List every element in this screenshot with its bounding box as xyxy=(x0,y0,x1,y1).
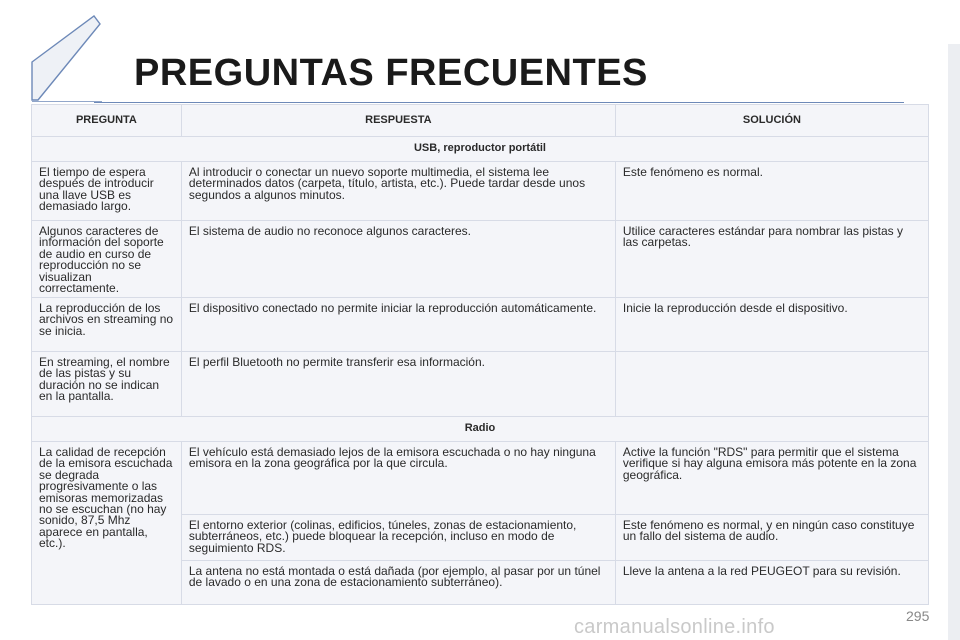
answer-cell: El entorno exterior (colinas, edificios, túneles, zonas de estacionamiento, subterráneos, etc.) puede bloquear la recepción, incluso en modo de seguimiento RDS. xyxy=(181,515,615,561)
answer-cell: El vehículo está demasiado lejos de la emisora escuchada o no hay ninguna emisora en la zona geográfica por la que circula. xyxy=(181,442,615,515)
solution-cell xyxy=(615,352,928,417)
section-title: USB, reproductor portátil xyxy=(32,137,929,162)
solution-cell: Lleve la antena a la red PEUGEOT para su revisión. xyxy=(615,561,928,605)
solution-cell: Este fenómeno es normal. xyxy=(615,162,928,221)
answer-cell: Al introducir o conectar un nuevo soporte multimedia, el sistema lee determinados datos (carpeta, título, artista, etc.). Puede tardar desde unos segundos a algunos minutos. xyxy=(181,162,615,221)
table-row xyxy=(32,442,929,515)
column-header-question: PREGUNTA xyxy=(32,105,182,137)
solution-cell: Este fenómeno es normal, y en ningún caso constituye un fallo del sistema de audio. xyxy=(615,515,928,561)
solution-cell: Active la función "RDS" para permitir que el sistema verifique si hay alguna emisora más potente en la zona geográfica. xyxy=(615,442,928,515)
section-title: Radio xyxy=(32,417,929,442)
question-cell: En streaming, el nombre de las pistas y su duración no se indican en la pantalla. xyxy=(32,352,182,417)
table-header-row xyxy=(32,105,929,137)
question-cell: La reproducción de los archivos en streaming no se inicia. xyxy=(32,298,182,352)
answer-cell: El perfil Bluetooth no permite transferir esa información. xyxy=(181,352,615,417)
question-cell: Algunos caracteres de información del soporte de audio en curso de reproducción no se visualizan correctamente. xyxy=(32,221,182,298)
title-rule xyxy=(94,102,904,103)
solution-cell: Inicie la reproducción desde el dispositivo. xyxy=(615,298,928,352)
table-row xyxy=(32,162,929,221)
question-cell: El tiempo de espera después de introducir una llave USB es demasiado largo. xyxy=(32,162,182,221)
table-row xyxy=(32,221,929,298)
solution-cell: Utilice caracteres estándar para nombrar las pistas y las carpetas. xyxy=(615,221,928,298)
page-title: PREGUNTAS FRECUENTES xyxy=(134,52,648,94)
answer-cell: La antena no está montada o está dañada (por ejemplo, al pasar por un túnel de lavado o en una zona de estacionamiento subterráneo). xyxy=(181,561,615,605)
table-row xyxy=(32,352,929,417)
answer-cell: El dispositivo conectado no permite iniciar la reproducción automáticamente. xyxy=(181,298,615,352)
page-edge-band xyxy=(948,44,960,640)
corner-tab-graphic xyxy=(30,14,102,102)
section-row-radio xyxy=(32,417,929,442)
table-row xyxy=(32,298,929,352)
question-cell: La calidad de recepción de la emisora escuchada se degrada progresivamente o las emisoras memorizadas no se escuchan (no hay sonido, 87,5 Mhz aparece en pantalla, etc.). xyxy=(32,442,182,605)
faq-table xyxy=(31,104,929,605)
column-header-answer: RESPUESTA xyxy=(181,105,615,137)
section-row-usb xyxy=(32,137,929,162)
answer-cell: El sistema de audio no reconoce algunos caracteres. xyxy=(181,221,615,298)
watermark: carmanualsonline.info xyxy=(574,616,775,638)
column-header-solution: SOLUCIÓN xyxy=(615,105,928,137)
page-number: 295 xyxy=(906,608,930,624)
